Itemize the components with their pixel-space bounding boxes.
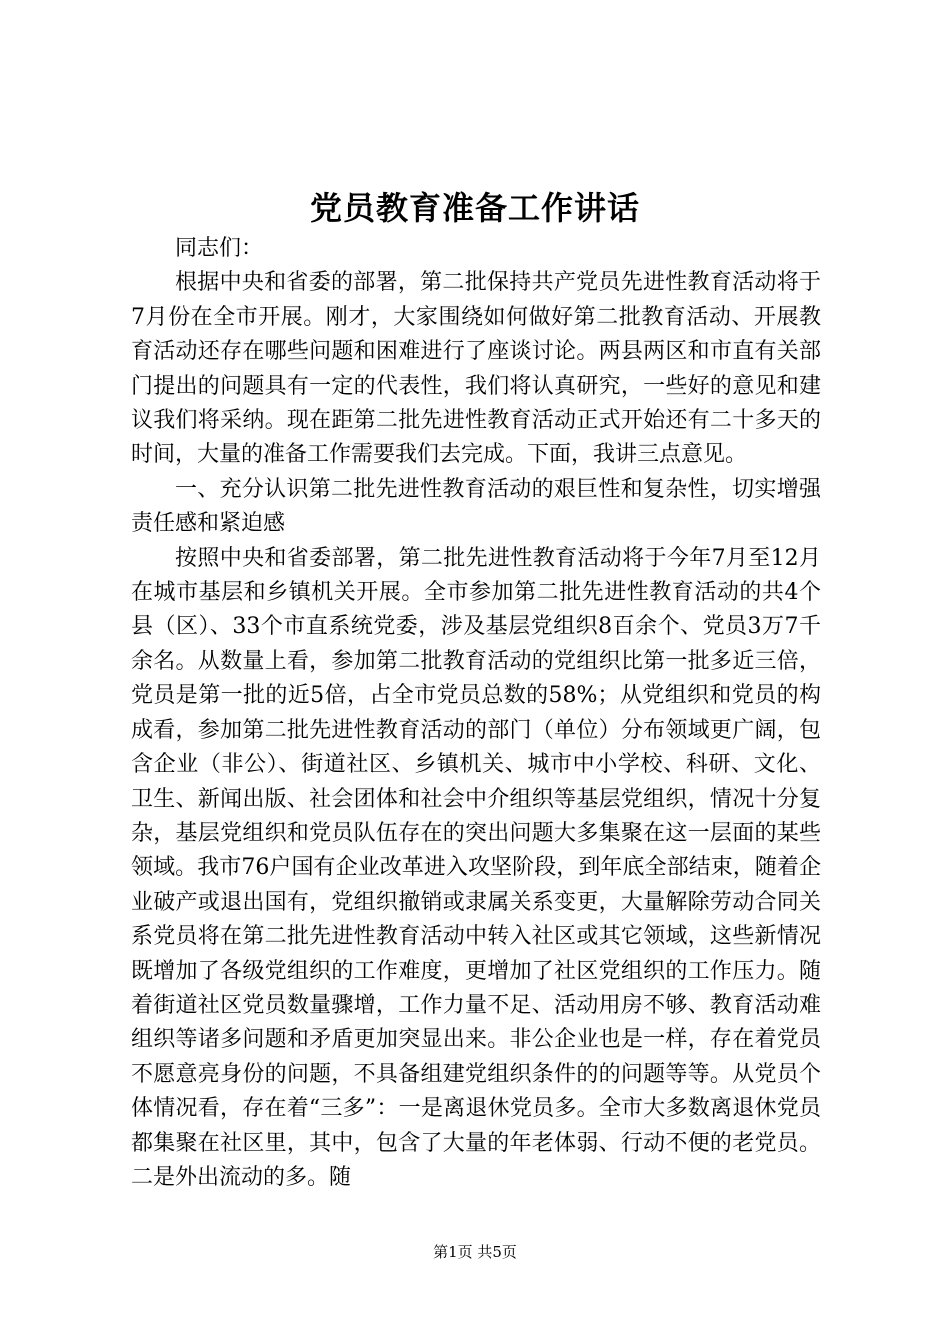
section-heading-1: 一、充分认识第二批先进性教育活动的艰巨性和复杂性，切实增强责任感和紧迫感 (131, 476, 821, 537)
salutation: 同志们： (175, 236, 264, 261)
document-body (131, 232, 821, 1195)
paragraph-section-1: 按照中央和省委部署，第二批先进性教育活动将于今年7月至12月在城市基层和乡镇机关开展。全市参加第二批先进性教育活动的共4个县（区）、33个市直系统党委，涉及基层党组织8百余个、党员3万7千余名。从数量上看，参加第二批教育活动的党组织比第一批多近三倍，党员是第一批的近5倍，占全市党员总数的58%；从党组织和党员的构成看，参加第二批先进性教育活动的部门（单位）分布领域更广阔，包含企业（非公）、街道社区、乡镇机关、城市中小学校、科研、文化、卫生、新闻出版、社会团体和社会中介组织等基层党组织，情况十分复杂，基层党组织和党员队伍存在的突出问题大多集聚在这一层面的某些领域。我市76户国有企业改革进入攻坚阶段，到年底全部结束，随着企业破产或退出国有，党组织撤销或隶属关系变更，大量解除劳动合同关系党员将在第二批先进性教育活动中转入社区或其它领域，这些新情况既增加了各级党组织的工作难度，更增加了社区党组织的工作压力。随着街道社区党员数量骤增，工作力量不足、活动用房不够、教育活动难组织等诸多问题和矛盾更加突显出来。非公企业也是一样，存在着党员不愿意亮身份的问题，不具备组建党组织条件的的问题等等。从党员个体情况看，存在着“三多”：一是离退休党员多。全市大多数离退休党员都集聚在社区里，其中，包含了大量的年老体弱、行动不便的老党员。二是外出流动的多。随 (131, 545, 821, 1190)
page-footer: 第1页 共5页 (433, 1243, 517, 1261)
paragraph-intro: 根据中央和省委的部署，第二批保持共产党员先进性教育活动将于7月份在全市开展。刚才，大家围绕如何做好第二批教育活动、开展教育活动还存在哪些问题和困难进行了座谈讨论。两县两区和市直有关部门提出的问题具有一定的代表性，我们将认真研究，一些好的意见和建议我们将采纳。现在距第二批先进性教育活动正式开始还有二十多天的时间，大量的准备工作需要我们去完成。下面，我讲三点意见。 (131, 270, 821, 468)
document-title: 党员教育准备工作讲话 (309, 189, 640, 227)
